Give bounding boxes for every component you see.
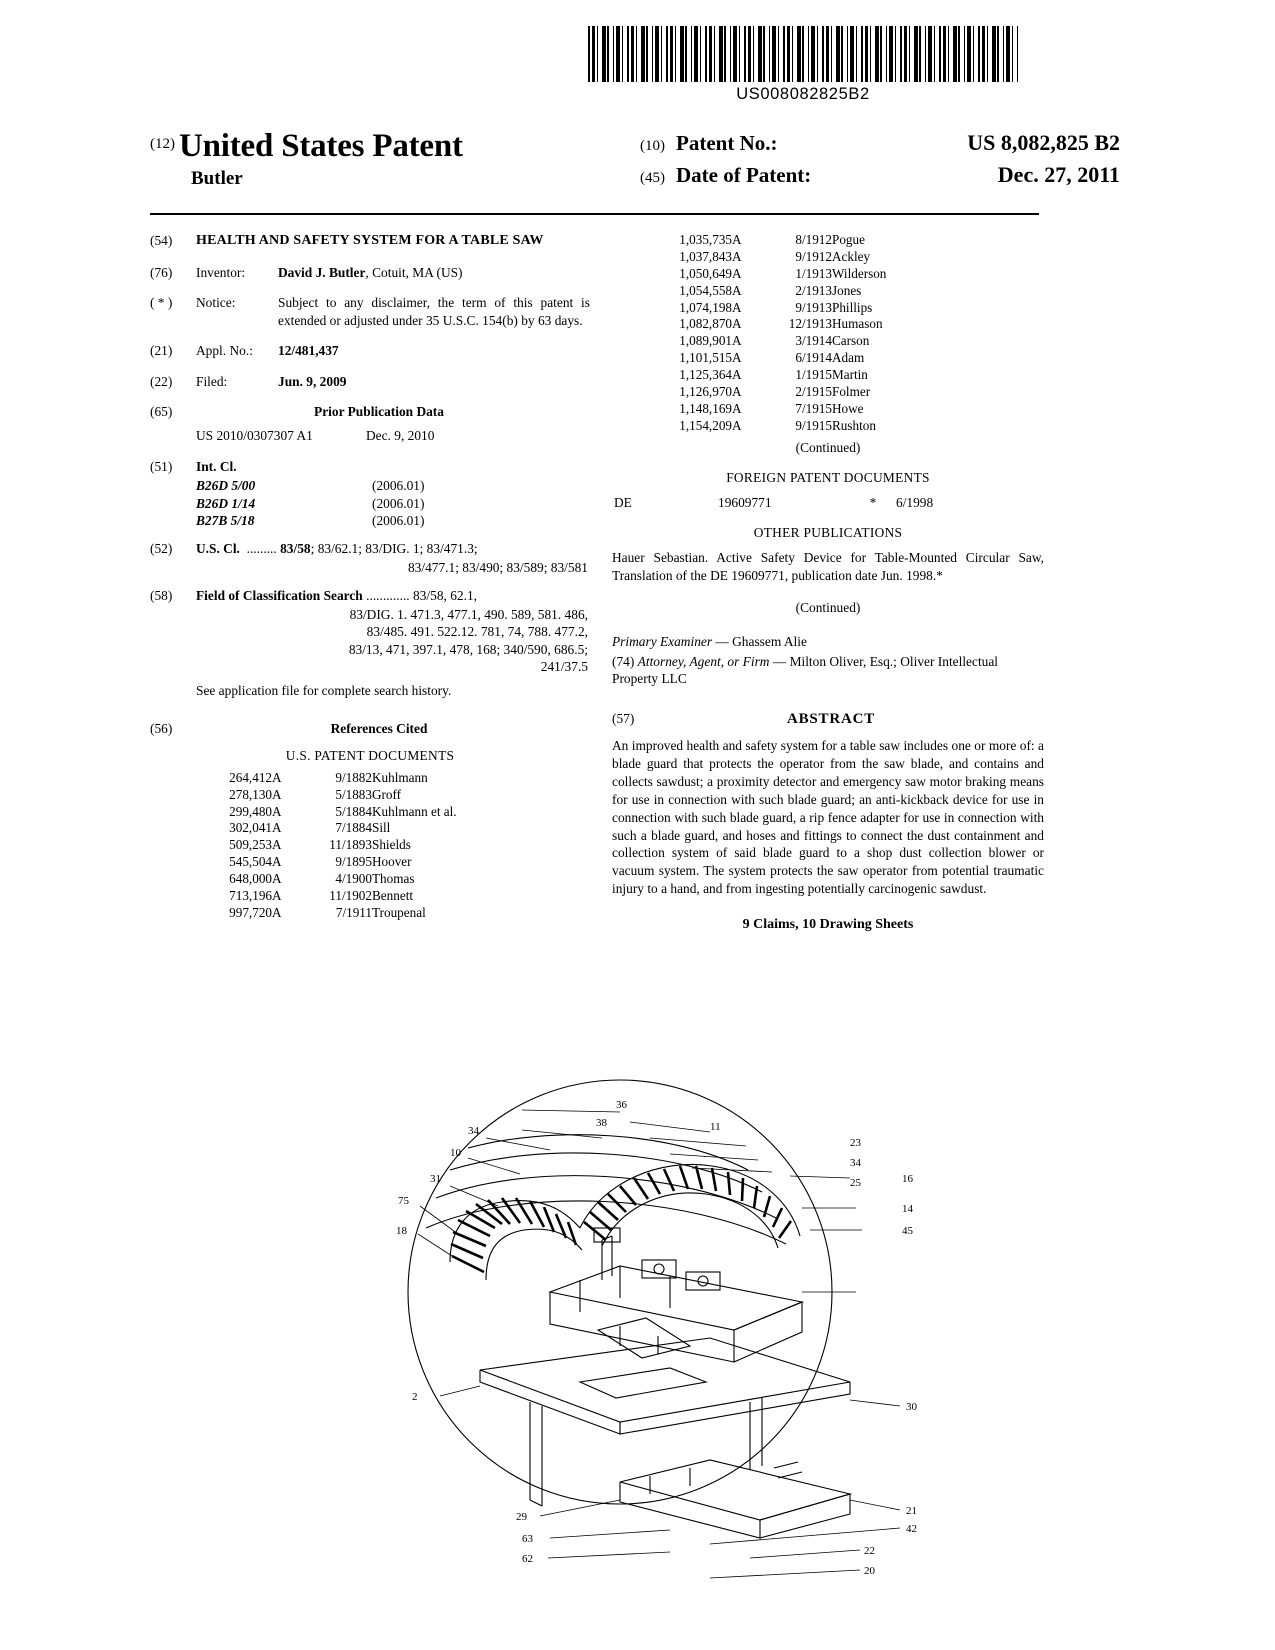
prior-publication-date: Dec. 9, 2010 (366, 428, 435, 444)
fos-label: Field of Classification Search (196, 588, 363, 604)
field-us-cl (150, 540, 590, 557)
ref-kind: A (272, 837, 282, 853)
references-cited-heading: References Cited (330, 720, 428, 736)
ref-name: Thomas (372, 871, 415, 887)
us-cl-line1-rest: ; 83/62.1; 83/DIG. 1; 83/471.3; (310, 540, 478, 556)
ref-number: 1,074,198 (679, 299, 732, 315)
ref-kind: A (272, 786, 282, 802)
ref-name: Folmer (832, 384, 871, 400)
ref-kind: A (732, 384, 742, 400)
table-row (648, 401, 1080, 418)
ref-date: 2/1913 (795, 282, 832, 298)
primary-examiner-row (612, 633, 1044, 650)
abstract-code: (57) (612, 710, 635, 726)
spacer-cell (150, 427, 196, 444)
us-cl-body (196, 540, 590, 557)
field-notice-label: Notice: (196, 295, 236, 311)
fig-label: 45 (902, 1225, 913, 1237)
continued-label-2: (Continued) (795, 600, 861, 616)
prior-publication-heading: Prior Publication Data (314, 404, 444, 419)
ref-number: 1,037,843 (679, 248, 732, 264)
fig-label: 25 (850, 1177, 861, 1189)
fos-line2: 83/DIG. 1. 471.3, 477.1, 490. 589, 581. 486, (349, 606, 588, 622)
field-us-cl-code: (52) (150, 540, 173, 556)
table-body (648, 232, 1080, 435)
ref-name: Humason (832, 316, 883, 332)
field-field-of-search (150, 587, 590, 604)
table-row (648, 367, 1080, 384)
fig-label: 34 (850, 1157, 861, 1169)
ref-name: Pogue (832, 232, 865, 247)
fos-line4: 83/13, 471, 397.1, 478, 168; 340/590, 686.5; (348, 641, 588, 657)
ref-kind: A (272, 904, 282, 920)
field-int-cl (150, 458, 590, 475)
field-appl-label: Appl. No.: (196, 343, 253, 359)
abstract-heading: ABSTRACT (786, 710, 876, 727)
fos-line5: 241/37.5 (540, 659, 588, 675)
barcode-image (588, 26, 1018, 82)
ref-kind: A (732, 299, 742, 315)
field-inventor-label: Inventor: (196, 264, 246, 280)
fig-label: 62 (522, 1553, 533, 1565)
table-row (648, 249, 1080, 266)
ref-kind: A (272, 854, 282, 870)
fig-label: 63 (522, 1533, 533, 1545)
other-publications-heading: OTHER PUBLICATIONS (753, 524, 903, 540)
fig-label: 18 (396, 1225, 407, 1237)
ref-kind: A (732, 417, 742, 433)
ref-number: 648,000 (229, 871, 272, 887)
table-row (188, 804, 628, 821)
ref-name: Hoover (372, 854, 412, 870)
ref-number: 1,154,209 (679, 417, 732, 433)
int-cl-label: Int. Cl. (196, 458, 237, 474)
ref-number: 1,035,735 (679, 232, 732, 247)
ref-kind: A (272, 820, 282, 836)
ref-number: 1,089,901 (679, 333, 732, 349)
left-column (150, 232, 590, 922)
inventor-location: , Cotuit, MA (US) (365, 264, 463, 280)
attorney-row (612, 653, 1044, 688)
ref-number: 299,480 (229, 803, 272, 819)
table-row (188, 820, 628, 837)
ref-kind: A (732, 333, 742, 349)
appl-number: 12/481,437 (278, 343, 339, 359)
field-references-cited (150, 720, 590, 737)
ref-name: Troupenal (372, 904, 426, 920)
table-row (648, 300, 1080, 317)
ref-date: 11/1893 (329, 837, 372, 853)
fig-label: 30 (906, 1401, 917, 1413)
claims-sheets-line: 9 Claims, 10 Drawing Sheets (742, 916, 914, 932)
ref-name: Shields (372, 837, 411, 853)
barcode-number: US008082825B2 (736, 85, 870, 103)
ref-kind: A (272, 871, 282, 887)
fos-note: See application file for complete search history. (196, 683, 452, 699)
barcode-block (588, 26, 1018, 104)
ref-number: 278,130 (229, 786, 272, 802)
table-row (188, 770, 628, 787)
ref-date: 11/1902 (329, 887, 372, 903)
masthead-code-12: (12) (150, 136, 175, 152)
table-row (648, 266, 1080, 283)
ref-date: 9/1912 (795, 248, 832, 264)
ref-date: 8/1912 (795, 232, 832, 247)
ref-kind: A (732, 400, 742, 416)
notice-text: Subject to any disclaimer, the term of this patent is extended or adjusted under 35 U.S.C. 154(b) by 63 days. (278, 295, 590, 328)
prior-publication-row (150, 427, 590, 444)
attorney-name: Milton Oliver, Esq.; Oliver Intellectual Property LLC (612, 654, 999, 687)
fig-label: 14 (902, 1203, 913, 1215)
fos-line1: 83/58, 62.1, (413, 588, 477, 604)
fos-dots: ............. (366, 588, 410, 604)
field-inventor (150, 264, 590, 281)
field-filed-label: Filed: (196, 373, 228, 389)
field-int-cl-code: (51) (150, 458, 173, 474)
field-refs-code: (56) (150, 720, 173, 736)
fpd-date: 6/1998 (896, 494, 934, 510)
ref-kind: A (732, 350, 742, 366)
ref-number: 1,126,970 (679, 384, 732, 400)
ref-name: Carson (832, 333, 870, 349)
table-row (648, 283, 1080, 300)
int-cl-code: B26D 1/14 (196, 495, 256, 511)
fig-label: 34 (468, 1125, 479, 1137)
filed-date: Jun. 9, 2009 (278, 373, 347, 389)
primary-examiner-name: Ghassem Alie (732, 633, 807, 649)
ref-date: 1/1915 (795, 367, 832, 383)
ref-date: 1/1913 (795, 265, 832, 281)
abstract-text: An improved health and safety system for a table saw includes one or more of: a blade guard that protects the operator from the saw blade, and contains and collects sawdust; a proximity detector and emergency saw motor braking means for use in connection with such blade guard; an anti-kickback device for use in connection with such blade guard, a rip fence adapter for use in connection with such a blade guard, and hoses and fittings to connect the dust containment and collection system of said blade guard to a shop dust collection blower or vacuum system. The system protects the saw operator from potential traumatic injury to a hand, and from ingesting potentially carcinogenic sawdust. (612, 738, 1044, 897)
prior-publication-body (196, 427, 590, 444)
fig-label: 22 (864, 1545, 875, 1557)
ref-date: 6/1914 (795, 350, 832, 366)
table-row (648, 232, 1080, 249)
attorney-code: (74) (612, 654, 635, 670)
table-row (188, 871, 628, 888)
ref-number: 1,082,870 (679, 316, 732, 332)
table-row (648, 384, 1080, 401)
patent-date-label: Date of Patent: (676, 163, 812, 187)
masthead-left (150, 128, 463, 165)
masthead-inventor-surname: Butler (191, 168, 243, 189)
us-patent-documents-heading: U.S. PATENT DOCUMENTS (285, 748, 455, 764)
ref-date: 9/1915 (795, 417, 832, 433)
ref-name: Adam (832, 350, 865, 366)
abstract-header (612, 710, 1044, 730)
field-inventor-code: (76) (150, 264, 173, 280)
ref-kind: A (732, 232, 742, 247)
int-cl-row (196, 477, 590, 494)
ref-date: 7/1911 (335, 904, 372, 920)
other-publications-text: Hauer Sebastian. Active Safety Device for Table-Mounted Circular Saw, Translation of the DE 19609771, publication date Jun. 1998.* (612, 550, 1044, 583)
ref-number: 1,101,515 (679, 350, 732, 366)
us-cl-dots: ......... (246, 540, 277, 556)
us-patent-documents-table-right (648, 232, 1080, 435)
fig-label: 21 (906, 1505, 917, 1517)
ref-number: 997,720 (229, 904, 272, 920)
examiner-dash: — (712, 633, 733, 649)
ref-number: 264,412 (229, 769, 272, 785)
ref-name: Jones (832, 282, 862, 298)
continued-label-1: (Continued) (795, 439, 861, 455)
masthead-right (640, 130, 1126, 194)
fig-label: 20 (864, 1565, 875, 1577)
ref-number: 302,041 (229, 820, 272, 836)
int-cl-row (196, 512, 590, 529)
ref-name: Martin (832, 367, 868, 383)
table-row (188, 837, 628, 854)
ref-number: 545,504 (229, 854, 272, 870)
patent-date-value: Dec. 27, 2011 (997, 162, 1120, 187)
right-column (612, 232, 1044, 934)
ref-name: Wilderson (832, 265, 887, 281)
patent-number-code: (10) (640, 138, 665, 154)
ref-date: 7/1915 (795, 400, 832, 416)
ref-date: 5/1884 (335, 803, 372, 819)
int-cl-list (196, 477, 590, 529)
masthead-divider (150, 213, 1039, 215)
ref-kind: A (272, 887, 282, 903)
int-cl-version: (2006.01) (372, 513, 425, 529)
field-appl-no (150, 342, 590, 359)
ref-number: 1,148,169 (679, 400, 732, 416)
fig-label: 38 (596, 1117, 607, 1129)
ref-date: 3/1914 (795, 333, 832, 349)
fig-label: 10 (450, 1147, 461, 1159)
fpd-asterisk: * (869, 494, 877, 510)
int-cl-version: (2006.01) (372, 495, 425, 511)
field-inventor-body (278, 264, 590, 281)
table-row (648, 333, 1080, 350)
fos-line3: 83/485. 491. 522.12. 781, 74, 788. 477.2, (366, 624, 588, 640)
prior-publication-number: US 2010/0307307 A1 (196, 428, 313, 444)
ref-date: 9/1882 (335, 769, 372, 785)
us-cl-line2: 83/477.1; 83/490; 83/589; 83/581 (407, 559, 588, 575)
fig-label: 31 (430, 1173, 441, 1185)
field-title-code: (54) (150, 233, 173, 248)
table-row (188, 888, 628, 905)
ref-name: Phillips (832, 299, 873, 315)
fig-label: 11 (710, 1121, 721, 1133)
table-row (648, 350, 1080, 367)
ref-kind: A (732, 282, 742, 298)
attorney-label: Attorney, Agent, or Firm (637, 654, 770, 670)
ref-name: Bennett (372, 887, 414, 903)
ref-name: Howe (832, 400, 864, 416)
ref-date: 9/1913 (795, 299, 832, 315)
ref-name: Sill (372, 820, 391, 836)
ref-kind: A (272, 803, 282, 819)
primary-examiner-label: Primary Examiner (612, 633, 713, 649)
table-row (648, 418, 1080, 435)
inventor-name: David J. Butler (278, 264, 366, 280)
table-row (188, 854, 628, 871)
ref-kind: A (732, 265, 742, 281)
ref-number: 509,253 (229, 837, 272, 853)
us-cl-primary: 83/58 (280, 540, 311, 556)
table-body (188, 770, 628, 922)
ref-name: Rushton (832, 417, 876, 433)
us-patent-documents-table-left (188, 770, 628, 922)
fig-label: 75 (398, 1195, 409, 1207)
table-row (188, 787, 628, 804)
field-notice (150, 294, 590, 329)
fig-label: 42 (906, 1523, 917, 1535)
ref-name: Kuhlmann (372, 769, 428, 785)
ref-name: Groff (372, 786, 402, 802)
ref-number: 1,054,558 (679, 282, 732, 298)
foreign-patent-documents-heading: FOREIGN PATENT DOCUMENTS (726, 470, 930, 486)
field-notice-code: ( * ) (150, 295, 173, 311)
ref-name: Kuhlmann et al. (372, 803, 457, 819)
patent-date-code: (45) (640, 170, 665, 186)
ref-kind: A (732, 248, 742, 264)
ref-number: 713,196 (229, 887, 272, 903)
page-title: United States Patent (179, 128, 463, 164)
foreign-patent-row (612, 494, 1044, 511)
ref-date: 4/1900 (335, 871, 372, 887)
field-filed (150, 373, 590, 390)
ref-number: 1,125,364 (679, 367, 732, 383)
field-title (150, 232, 590, 251)
field-appl-code: (21) (150, 343, 173, 359)
fig-label: 2 (412, 1391, 418, 1403)
int-cl-code: B26D 5/00 (196, 478, 256, 494)
ref-kind: A (732, 367, 742, 383)
int-cl-version: (2006.01) (372, 478, 425, 494)
ref-number: 1,050,649 (679, 265, 732, 281)
ref-name: Ackley (832, 248, 871, 264)
patent-number-value: US 8,082,825 B2 (967, 130, 1120, 155)
field-filed-code: (22) (150, 373, 173, 389)
attorney-dash: — (769, 654, 790, 670)
patent-number-label: Patent No.: (676, 131, 778, 155)
figure-drawing (150, 1030, 1125, 1630)
fig-label: 23 (850, 1137, 861, 1149)
field-prior-publication (150, 403, 590, 420)
fpd-number: 19609771 (718, 494, 772, 510)
ref-kind: A (732, 316, 742, 332)
int-cl-code: B27B 5/18 (196, 513, 255, 529)
fig-label: 16 (902, 1173, 913, 1185)
invention-title: HEALTH AND SAFETY SYSTEM FOR A TABLE SAW (196, 233, 544, 248)
us-cl-label: U.S. Cl. (196, 540, 240, 556)
patent-date-row (640, 162, 1126, 188)
patent-number-row (640, 130, 1126, 156)
ref-kind: A (272, 769, 282, 785)
patent-figure (150, 1030, 1125, 1630)
fpd-country: DE (614, 494, 632, 510)
fos-body (196, 587, 590, 604)
field-prior-pub-code: (65) (150, 404, 173, 419)
table-row (648, 316, 1080, 333)
int-cl-row (196, 495, 590, 512)
fig-label: 29 (516, 1511, 527, 1523)
masthead (150, 128, 1125, 210)
fig-label: 36 (616, 1099, 627, 1111)
ref-date: 5/1883 (335, 786, 372, 802)
ref-date: 2/1915 (795, 384, 832, 400)
ref-date: 9/1895 (335, 854, 372, 870)
ref-date: 7/1884 (335, 820, 372, 836)
ref-date: 12/1913 (788, 316, 832, 332)
table-row (188, 905, 628, 922)
field-fos-code: (58) (150, 588, 173, 604)
figure-reference-numerals (396, 1099, 918, 1577)
